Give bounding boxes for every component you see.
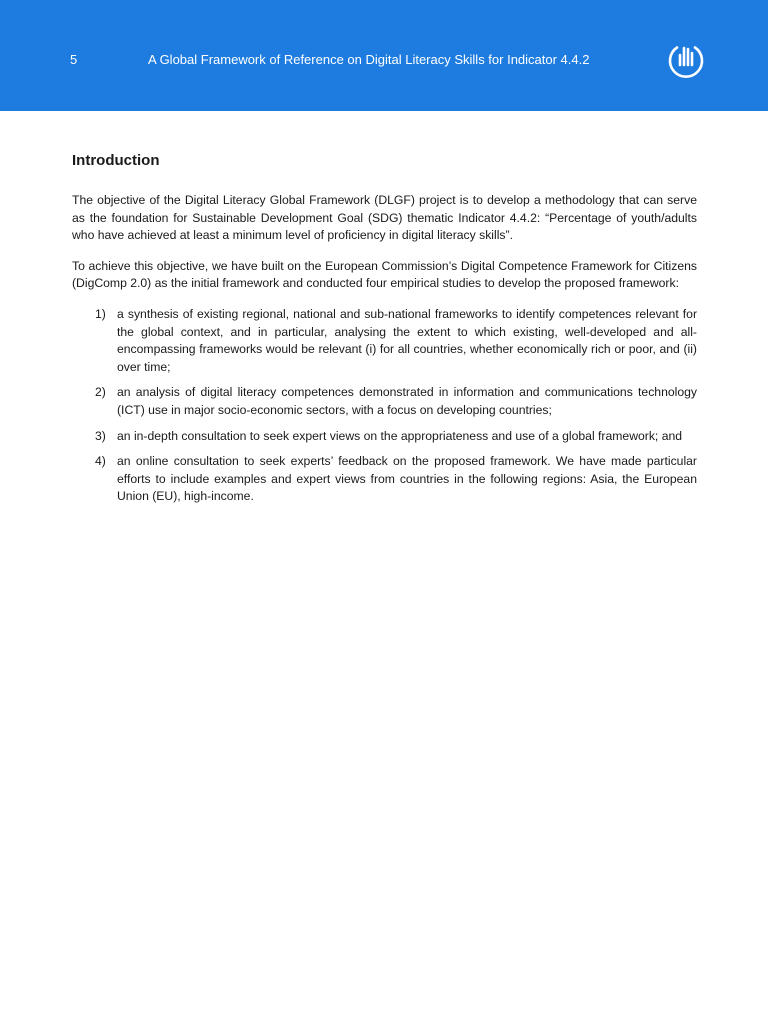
section-heading: Introduction xyxy=(72,152,160,169)
list-item-number: 2) xyxy=(95,385,106,400)
list-item xyxy=(72,453,697,506)
list-item-text: an in-depth consultation to seek expert views on the appropriateness and use of a global framework; and xyxy=(117,428,683,443)
list-item-text: a synthesis of existing regional, national and sub-national frameworks to identify competences relevant for the global context, and in particular, analysing the extent to which existing, well-developed and all-encompassing frameworks would be relevant (i) for all countries, whether economically rich or poor, and (ii) over time; xyxy=(117,306,697,374)
studies-list xyxy=(72,306,697,506)
list-item-text: an analysis of digital literacy competences demonstrated in information and communications technology (ICT) use in major socio-economic sectors, with a focus on developing countries; xyxy=(117,385,697,417)
page-content xyxy=(72,150,697,514)
list-item-text: an online consultation to seek experts’ feedback on the proposed framework. We have made particular efforts to include examples and expert views from countries in the following regions: Asia, the European Union (EU), high-income. xyxy=(117,454,697,504)
page-number: 5 xyxy=(70,52,78,67)
list-item xyxy=(72,384,697,419)
bars-in-circle-logo-icon xyxy=(666,41,706,81)
page-header xyxy=(0,0,768,111)
intro-paragraph-approach: To achieve this objective, we have built on the European Commission’s Digital Competence Framework for Citizens (DigComp 2.0) as the initial framework and conducted four empirical studies to develop the proposed framework: xyxy=(72,258,697,291)
list-item xyxy=(72,428,697,446)
list-item-number: 1) xyxy=(95,306,106,321)
list-item xyxy=(72,306,697,376)
document-title: A Global Framework of Reference on Digital Literacy Skills for Indicator 4.4.2 xyxy=(148,52,590,67)
list-item-number: 3) xyxy=(95,428,106,443)
intro-paragraph-objective: The objective of the Digital Literacy Global Framework (DLGF) project is to develop a methodology that can serve as the foundation for Sustainable Development Goal (SDG) thematic Indicator 4.4.2: “Percentage of youth/adults who have achieved at least a minimum level of proficiency in digital literacy skills”. xyxy=(72,193,697,243)
list-item-number: 4) xyxy=(95,454,106,469)
